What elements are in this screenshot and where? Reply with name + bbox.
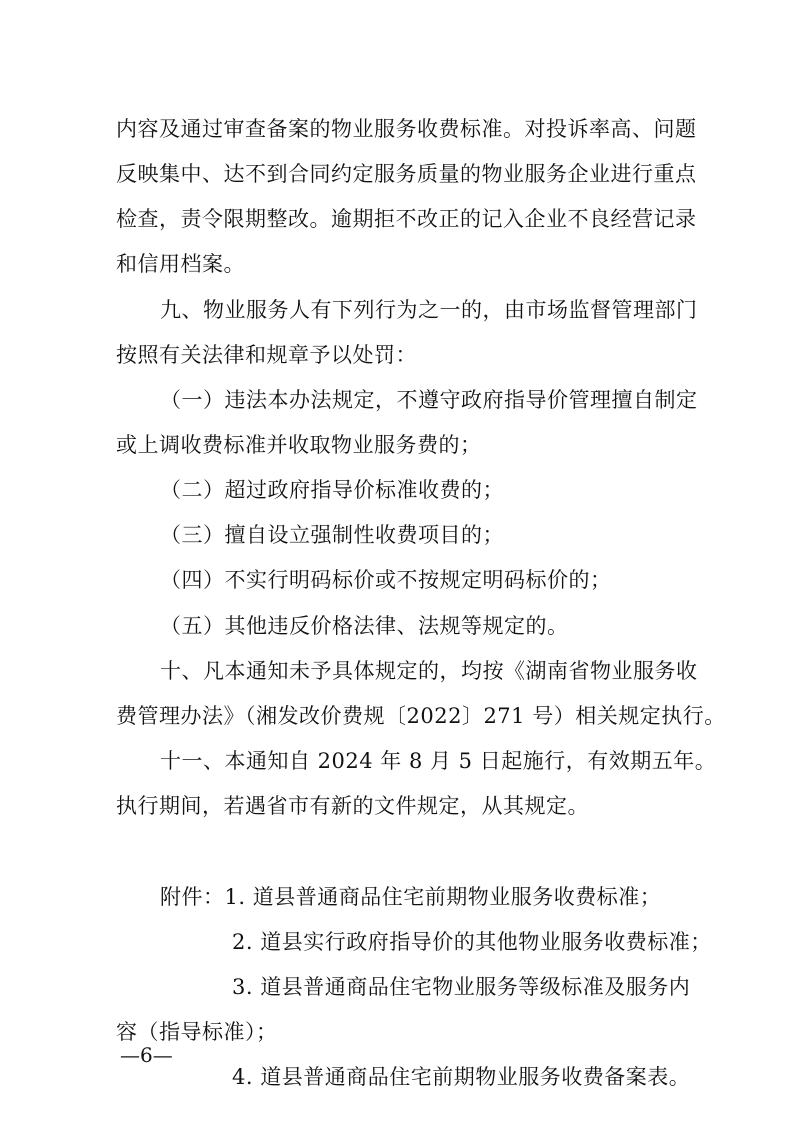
text-line: 执行期间，若遇省市有新的文件规定，从其规定。 <box>116 794 589 818</box>
text-line: 九、物业服务人有下列行为之一的，由市场监督管理部门 <box>160 298 698 322</box>
text-line: 按照有关法律和规章予以处罚： <box>116 343 417 367</box>
attachment-line: 容（指导标准）； <box>116 1020 278 1044</box>
text-line: （二）超过政府指导价标准收费的； <box>160 478 504 502</box>
text-line: （五）其他违反价格法律、法规等规定的。 <box>160 614 569 638</box>
text-line: 检查，责令限期整改。逾期拒不改正的记入企业不良经营记录 <box>116 207 697 231</box>
text-line: 和信用档案。 <box>116 252 245 276</box>
attachment-line: 3. 道县普通商品住宅物业服务等级标准及服务内 <box>232 975 691 999</box>
text-line: （一）违法本办法规定，不遵守政府指导价管理擅自制定 <box>160 388 698 412</box>
text-line: 反映集中、达不到合同约定服务质量的物业服务企业进行重点 <box>116 162 697 186</box>
attachment-line: 4. 道县普通商品住宅前期物业服务收费备案表。 <box>232 1065 691 1089</box>
text-line: 或上调收费标准并收取物业服务费的； <box>116 433 482 457</box>
page-number: —6— <box>120 1043 173 1067</box>
text-line: （三）擅自设立强制性收费项目的； <box>160 523 504 547</box>
text-line: 十一、本通知自 2024 年 8 月 5 日起施行，有效期五年。 <box>160 749 717 773</box>
text-line: 费管理办法》（湘发改价费规〔2022〕271 号）相关规定执行。 <box>116 704 726 728</box>
attachment-line: 2. 道县实行政府指导价的其他物业服务收费标准； <box>232 930 712 954</box>
text-line: 十、凡本通知未予具体规定的，均按《湖南省物业服务收 <box>160 659 698 683</box>
text-line: （四）不实行明码标价或不按规定明码标价的； <box>160 568 612 592</box>
text-line: 内容及通过审查备案的物业服务收费标准。对投诉率高、问题 <box>116 117 697 141</box>
attachment-line: 附件：1. 道县普通商品住宅前期物业服务收费标准； <box>160 885 662 909</box>
